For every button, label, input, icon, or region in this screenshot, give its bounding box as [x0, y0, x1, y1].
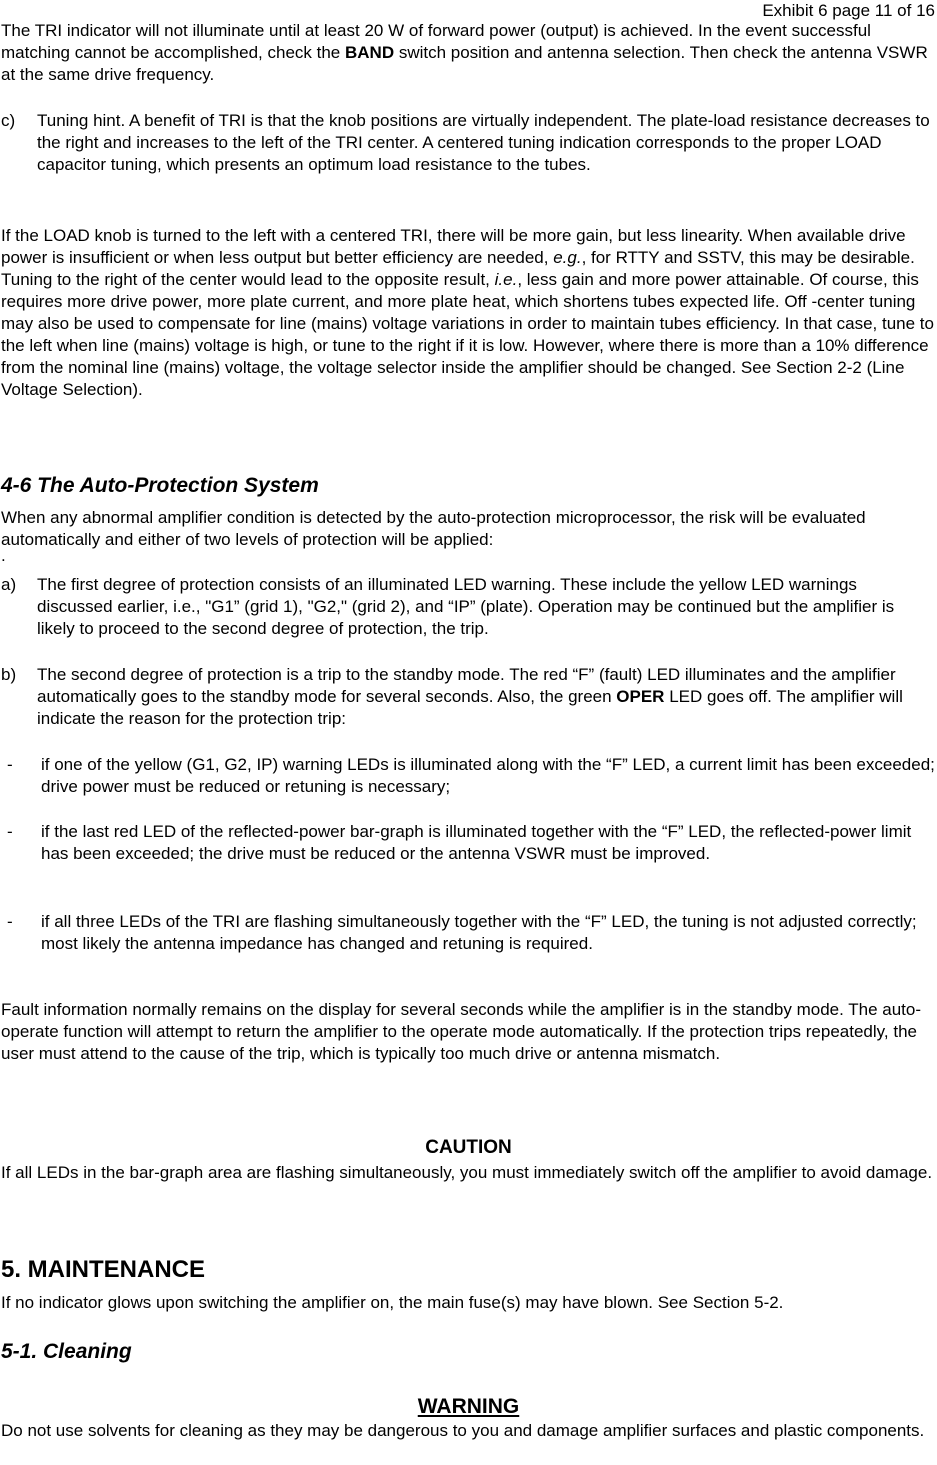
warning-text: Do not use solvents for cleaning as they may be dangerous to you and damage amplifier surfaces and plastic components.: [1, 1421, 925, 1440]
caution-text: If all LEDs in the bar-graph area are flashing simultaneously, you must immediately switch off the amplifier to avoid damage.: [1, 1163, 933, 1182]
list-item-a: [1, 574, 935, 640]
stray-dot: .: [1, 546, 6, 565]
dash-marker: -: [7, 755, 13, 774]
list-item-b: [1, 664, 935, 730]
section-heading-4-6: 4-6 The Auto-Protection System: [1, 474, 319, 497]
oper-led-label: OPER: [616, 687, 665, 706]
section-heading-5: 5. MAINTENANCE: [1, 1256, 206, 1283]
list-item-text: The first degree of protection consists of an illuminated LED warning. These include the yellow LED warnings discussed earlier, i.e., "G1” (grid 1), "G2," (grid 2), and “IP” (plate). Operation may be continued but the amplifier is likely to proceed to the second degree of protection, the trip.: [37, 575, 895, 638]
dash-marker: -: [7, 822, 13, 841]
list-marker: b): [1, 665, 17, 684]
band-switch-label: BAND: [344, 43, 395, 62]
caution-heading: CAUTION: [425, 1137, 512, 1158]
fault-information-paragraph: Fault information normally remains on the display for several seconds while the amplifier is in the standby mode. The auto-operate function will attempt to return the amplifier to the operate mode automatically. If the protection trips repeatedly, the user must attend to the cause of the trip, which is typically too much drive or antenna mismatch.: [1, 1000, 922, 1063]
dash-marker: -: [7, 912, 13, 931]
list-marker: c): [1, 111, 16, 130]
intro-paragraph: The TRI indicator will not illuminate until at least 20 W of forward power (output) is achieved. In the event successful matching cannot be accomplished, check the BAND switch position and antenna selection. Then check the antenna VSWR at the same drive frequency.: [1, 21, 928, 84]
dash-item-text: if all three LEDs of the TRI are flashing simultaneously together with the “F” LED, the tuning is not adjusted correctly; most likely the antenna impedance has changed and retuning is required.: [41, 912, 917, 953]
list-item-text: The second degree of protection is a trip to the standby mode. The red “F” (fault) LED illuminates and the amplifier automatically goes to the standby mode for several seconds. Also, the green OPER LED goes off. The amplifier will indicate the reason for the protection trip:: [37, 665, 903, 728]
section-heading-5-1: 5-1. Cleaning: [1, 1340, 132, 1363]
dash-item-1: [1, 754, 935, 798]
dash-item-text: if one of the yellow (G1, G2, IP) warning LEDs is illuminated along with the “F” LED, a current limit has been exceeded; drive power must be reduced or retuning is necessary;: [41, 755, 935, 796]
dash-item-2: [1, 821, 935, 865]
list-item-c: [1, 110, 935, 176]
list-item-text: Tuning hint. A benefit of TRI is that the knob positions are virtually independent. The plate-load resistance decreases to the right and increases to the left of the TRI center. A centered tuning indication corresponds to the proper LOAD capacitor tuning, which presents an optimum load resistance to the tubes.: [37, 111, 930, 174]
dash-item-text: if the last red LED of the reflected-power bar-graph is illuminated together with the “F” LED, the reflected-power limit has been exceeded; the drive must be reduced or the antenna VSWR must be improved.: [41, 822, 912, 863]
load-knob-paragraph: If the LOAD knob is turned to the left with a centered TRI, there will be more gain, but less linearity. When available drive power is insufficient or when less output but better efficiency are needed, e.g., for RTTY and SSTV, this may be desirable. Tuning to the right of the center would lead to the opposite result, i.e., less gain and more power attainable. Of course, this requires more drive power, more plate current, and more plate heat, which shortens tubes expected life. Off -center tuning may also be used to compensate for line (mains) voltage variations in order to maintain tubes efficiency. In that case, tune to the left when line (mains) voltage is high, or tune to the right if it is low. However, where there is more than a 10% difference from the nominal line (mains) voltage, the voltage selector inside the amplifier should be changed. See Section 2-2 (Line Voltage Selection).: [1, 226, 934, 399]
auto-protection-intro: When any abnormal amplifier condition is detected by the auto-protection microprocessor, the risk will be evaluated automatically and either of two levels of protection will be applied:: [1, 508, 866, 549]
dash-item-3: [1, 911, 935, 955]
maintenance-text: If no indicator glows upon switching the amplifier on, the main fuse(s) may have blown. See Section 5-2.: [1, 1293, 784, 1312]
list-marker: a): [1, 575, 17, 594]
page-header: Exhibit 6 page 11 of 16: [762, 1, 935, 20]
warning-heading: WARNING: [417, 1395, 520, 1418]
